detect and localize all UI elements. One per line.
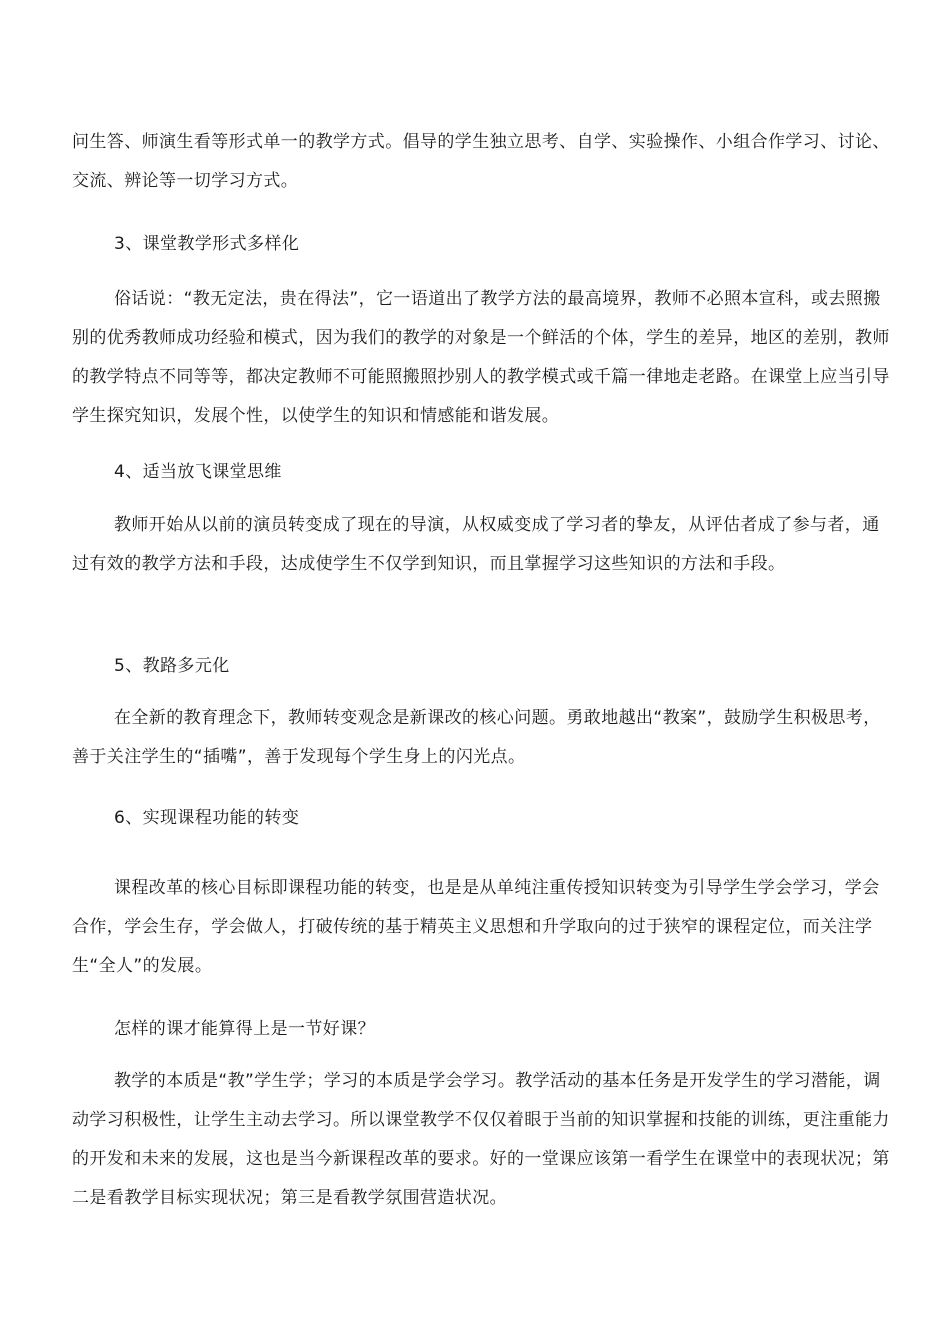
- paragraph-6: 课程改革的核心目标即课程功能的转变，也是是从单纯注重传授知识转变为引导学生学会学习，学会合作，学会生存，学会做人，打破传统的基于精英主义思想和升学取向的过于狭窄的课程定位，而关注学生“全人”的发展。: [72, 878, 880, 976]
- paragraph-teaching-methods: 问生答、师演生看等形式单一的教学方式。倡导的学生独立思考、自学、实验操作、小组合作学习、讨论、交流、辨论等一切学习方式。: [72, 132, 890, 191]
- paragraph-3: 俗话说：“教无定法，贵在得法”，它一语道出了教学方法的最高境界，教师不必照本宣科，或去照搬别的优秀教师成功经验和模式，因为我们的教学的对象是一个鲜活的个体，学生的差异，地区的差别，教师的教学特点不同等等，都决定教师不可能照搬照抄别人的教学模式或千篇一律地走老路。在课堂上应当引导学生探究知识，发展个性，以使学生的知识和情感能和谐发展。: [72, 289, 890, 426]
- heading-4: 4、适当放飞课堂思维: [114, 462, 282, 482]
- question-heading: 怎样的课才能算得上是一节好课？: [114, 1019, 375, 1039]
- paragraph-4: 教师开始从以前的演员转变成了现在的导演，从权威变成了学习者的挚友，从评估者成了参与者，通过有效的教学方法和手段，达成使学生不仅学到知识，而且掌握学习这些知识的方法和手段。: [72, 515, 880, 574]
- paragraph-5: 在全新的教育理念下，教师转变观念是新课改的核心问题。勇敢地越出“教案”，鼓励学生积极思考，善于关注学生的“插嘴”，善于发现每个学生身上的闪光点。: [72, 708, 881, 767]
- heading-6: 6、实现课程功能的转变: [114, 808, 300, 828]
- heading-3: 3、课堂教学形式多样化: [114, 234, 300, 254]
- heading-5: 5、教路多元化: [114, 656, 230, 676]
- paragraph-7: 教学的本质是“教”学生学；学习的本质是学会学习。教学活动的基本任务是开发学生的学习潜能，调动学习积极性，让学生主动去学习。所以课堂教学不仅仅着眼于当前的知识掌握和技能的训练，更注重能力的开发和未来的发展，这也是当今新课程改革的要求。好的一堂课应该第一看学生在课堂中的表现状况；第二是看教学目标实现状况；第三是看教学氛围营造状况。: [72, 1071, 890, 1208]
